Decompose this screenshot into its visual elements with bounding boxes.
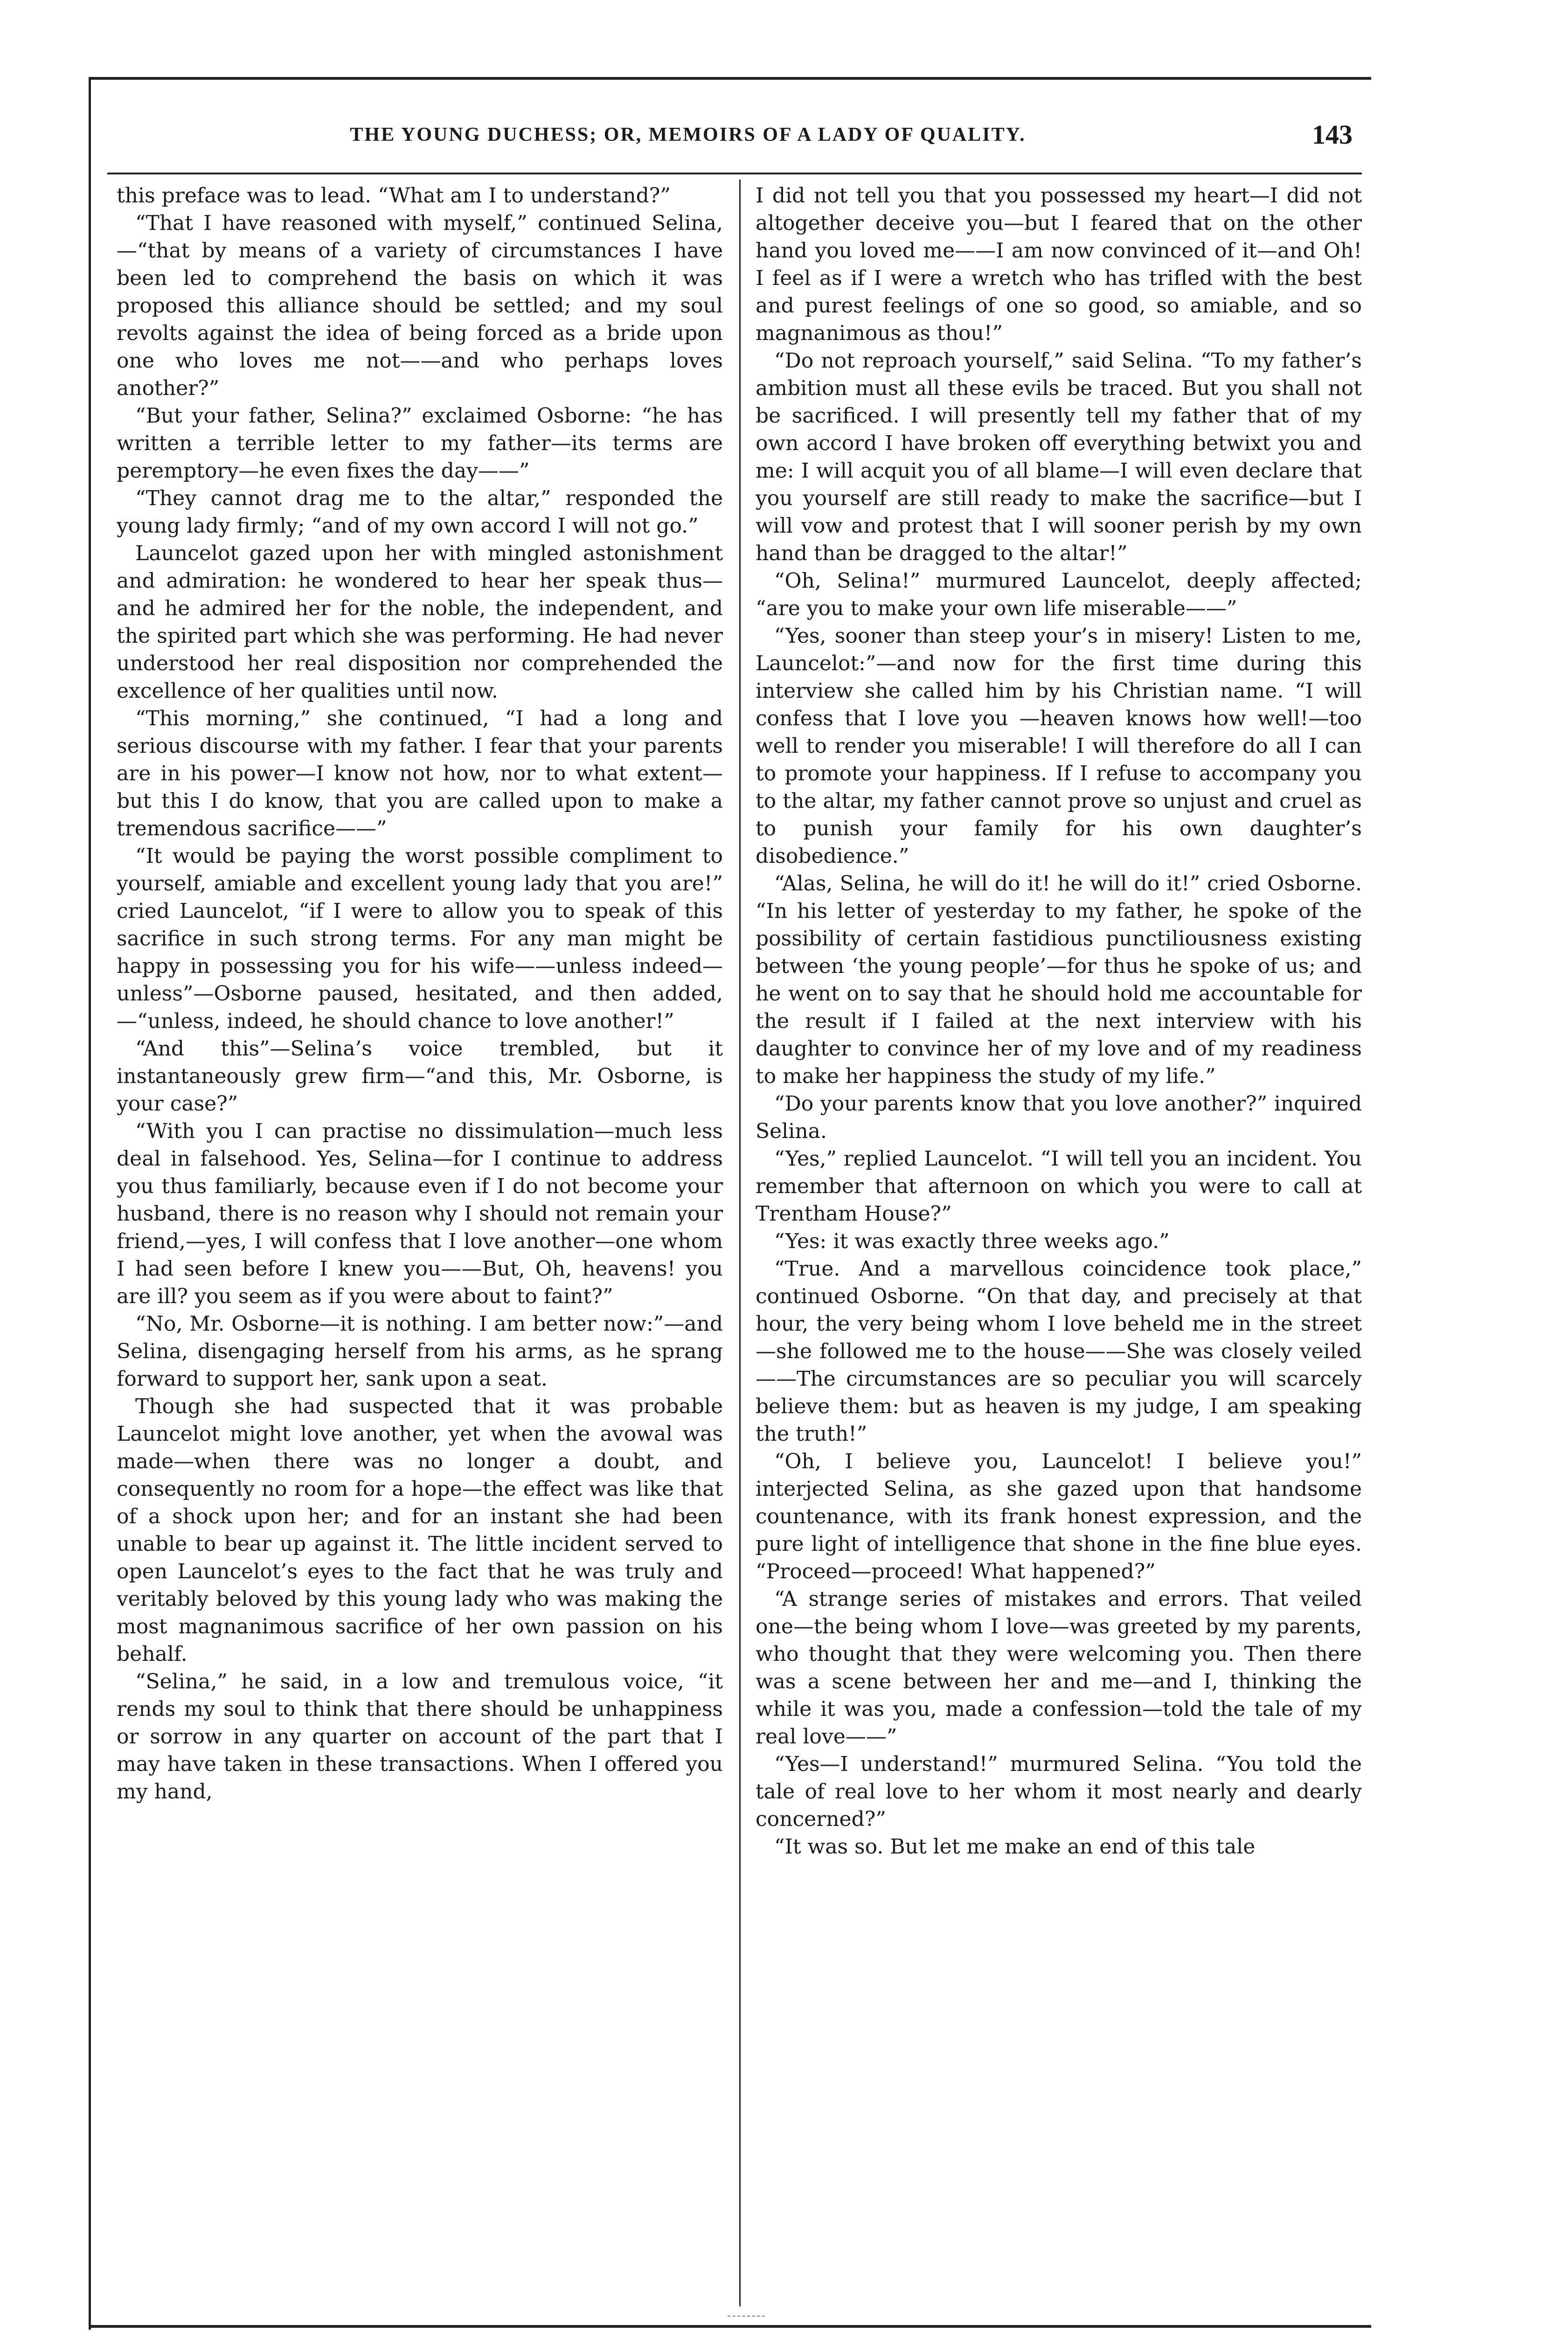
paragraph: “No, Mr. Osborne—it is nothing. I am better now:”—and Selina, disengaging herself from his arms, as he sprang forward to support her, sank upon a seat. [117, 1312, 723, 1391]
page-border-bottom [89, 2325, 1371, 2328]
running-title: THE YOUNG DUCHESS; OR, MEMOIRS OF A LADY OF QUALITY. [350, 124, 1026, 146]
header-rule [107, 173, 1362, 174]
paragraph: “It would be paying the worst possible compliment to yourself, amiable and excellent young lady that you are!” cried Launcelot, “if I were to allow you to speak of this sacrifice in such strong terms. For any man might be happy in possessing you for his wife——unless indeed—unless”—Osborne paused, hesitated, and then added,—“unless, indeed, he should chance to love another!” [117, 844, 723, 1033]
paragraph: “They cannot drag me to the altar,” responded the young lady firmly; “and of my own accord I will not go.” [117, 486, 723, 538]
right-column [756, 182, 1362, 2299]
page [89, 77, 1371, 2330]
paragraph: “Do not reproach yourself,” said Selina. “To my father’s ambition must all these evils be traced. But you shall not be sacrificed. I will presently tell my father that of my own accord I have broken off everything betwixt you and me: I will acquit you of all blame—I will even declare that you yourself are still ready to make the sacrifice—but I will vow and protest that I will sooner perish by my own hand than be dragged to the altar!” [756, 349, 1362, 565]
page-border-left [89, 77, 91, 2330]
paragraph: “This morning,” she continued, “I had a long and serious discourse with my father. I fear that your parents are in his power—I know not how, nor to what extent—but this I do know, that you are called upon to make a tremendous sacrifice——” [117, 707, 723, 840]
paragraph: “And this”—Selina’s voice trembled, but it instantaneously grew firm—“and this, Mr. Osborne, is your case?” [117, 1037, 723, 1116]
paragraph: “It was so. But let me make an end of this tale [774, 1835, 1256, 1859]
paragraph: “Do your parents know that you love another?” inquired Selina. [756, 1092, 1362, 1143]
bottom-dash [728, 2316, 765, 2317]
paragraph: Though she had suspected that it was probable Launcelot might love another, yet when the avowal was made—when there was no longer a doubt, and consequently no room for a hope—the effect was like that of a shock upon her; and for an instant she had been unable to bear up against it. The little incident served to open Launcelot’s eyes to the fact that he was truly and veritably beloved by this young lady who was making the most magnanimous sacrifice of her own passion on his behalf. [117, 1395, 723, 1666]
paragraph: “Oh, I believe you, Launcelot! I believe you!” interjected Selina, as she gazed upon that handsome countenance, with its frank honest expression, and the pure light of intelligence that shone in the fine blue eyes. “Proceed—proceed! What happened?” [756, 1450, 1362, 1583]
paragraph: “Alas, Selina, he will do it! he will do it!” cried Osborne. “In his letter of yesterday to my father, he spoke of the possibility of certain fastidious punctiliousness existing between ‘the young people’—for thus he spoke of us; and he went on to say that he should hold me accountable for the result if I failed at the next interview with his daughter to convince her of my love and of my readiness to make her happiness the study of my life.” [756, 872, 1362, 1088]
page-border-top [89, 77, 1371, 80]
paragraph: “Yes: it was exactly three weeks ago.” [774, 1229, 1170, 1253]
paragraph: “Yes,” replied Launcelot. “I will tell you an incident. You remember that afternoon on which you were to call at Trentham House?” [756, 1147, 1362, 1226]
page-header [107, 119, 1362, 166]
paragraph: I did not tell you that you possessed my heart—I did not altogether deceive you—but I feared that on the other hand you loved me——I am now convinced of it—and Oh! I feel as if I were a wretch who has trifled with the best and purest feelings of one so good, so amiable, and so magnanimous as thou!” [756, 184, 1362, 345]
paragraph: “With you I can practise no dissimulation—much less deal in falsehood. Yes, Selina—for I continue to address you thus familiarly, because even if I do not become your husband, there is no reason why I should not remain your friend,—yes, I will confess that I love another—one whom I had seen before I knew you——But, Oh, heavens! you are ill? you seem as if you were about to faint?” [117, 1119, 723, 1308]
paragraph: “Oh, Selina!” murmured Launcelot, deeply affected; “are you to make your own life miserable——” [756, 569, 1362, 620]
page-number: 143 [1312, 119, 1353, 150]
paragraph: “But your father, Selina?” exclaimed Osborne: “he has written a terrible letter to my father—its terms are peremptory—he even fixes the day——” [117, 404, 723, 483]
column-divider [739, 180, 741, 2306]
paragraph: “Selina,” he said, in a low and tremulous voice, “it rends my soul to think that there should be unhappiness or sorrow in any quarter on account of the part that I may have taken in these transactions. When I offered you my hand, [117, 1670, 723, 1804]
left-column [117, 182, 723, 2299]
paragraph: “A strange series of mistakes and errors. That veiled one—the being whom I love—was greeted by my parents, who thought that they were welcoming you. Then there was a scene between her and me—and I, thinking the while it was you, made a confession—told the tale of my real love——” [756, 1587, 1362, 1749]
paragraph: “That I have reasoned with myself,” continued Selina,—“that by means of a variety of circumstances I have been led to comprehend the basis on which it was proposed this alliance should be settled; and my soul revolts against the idea of being forced as a bride upon one who loves me not——and who perhaps loves another?” [117, 211, 723, 400]
paragraph: “True. And a marvellous coincidence took place,” continued Osborne. “On that day, and precisely at that hour, the very being whom I love beheld me in the street—she followed me to the house——She was closely veiled——The circumstances are so peculiar you will scarcely believe them: but as heaven is my judge, I am speaking the truth!” [756, 1257, 1362, 1446]
paragraph: “Yes, sooner than steep your’s in misery! Listen to me, Launcelot:”—and now for the first time during this interview she called him by his Christian name. “I will confess that I love you —heaven knows how well!—too well to render you miserable! I will therefore do all I can to promote your happiness. If I refuse to accompany you to the altar, my father cannot prove so unjust and cruel as to punish your family for his own daughter’s disobedience.” [756, 624, 1362, 868]
paragraph: “Yes—I understand!” murmured Selina. “You told the tale of real love to her whom it most nearly and dearly concerned?” [756, 1752, 1362, 1831]
paragraph: this preface was to lead. “What am I to understand?” [117, 184, 671, 208]
paragraph: Launcelot gazed upon her with mingled astonishment and admiration: he wondered to hear her speak thus—and he admired her for the noble, the independent, and the spirited part which she was performing. He had never understood her real disposition nor comprehended the excellence of her qualities until now. [117, 541, 723, 703]
